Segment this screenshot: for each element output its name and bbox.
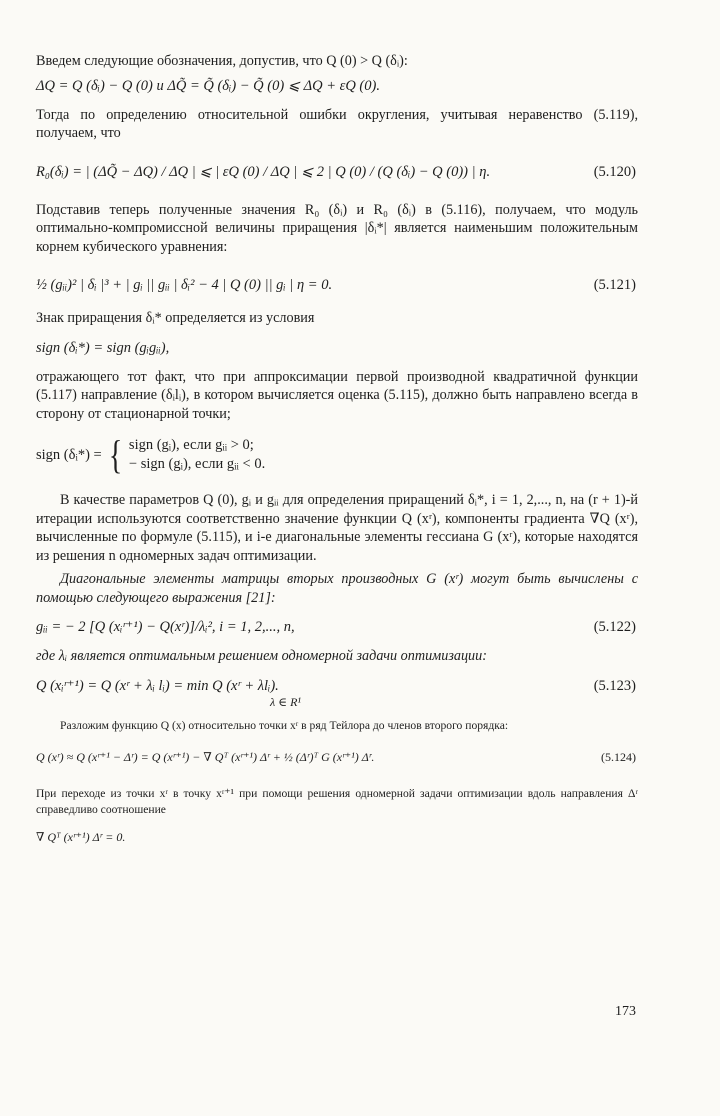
equation-5-124 [36,747,638,767]
brace-glyph: { [108,432,123,477]
equation-cases-lhs: sign (δᵢ*) = [36,447,102,463]
equation-5-123-subscript: λ ∈ R¹ [270,694,302,709]
equation-case-negative: − sign (gᵢ), если gᵢᵢ < 0. [128,456,266,472]
equation-number-5-124: (5.124) [601,750,636,764]
page-number: 173 [615,1004,636,1019]
equation-number-5-120: (5.120) [593,163,636,180]
equation-5-121-body: ½ (gᵢᵢ)² | δᵢ |³ + | gᵢ || gᵢᵢ | δᵢ² − 4 | Q (0) || gᵢ | η = 0. [36,277,333,293]
equation-5-120 [36,153,638,191]
equation-number-5-121: (5.121) [593,277,636,293]
equation-sign: sign (δᵢ*) = sign (gᵢgᵢᵢ), [36,339,170,356]
paragraph-lambda: где λᵢ является оптимальным решением одномерной задачи оптимизации: [36,648,487,664]
equation-case-positive: sign (gᵢ), если gᵢᵢ > 0; [128,437,254,453]
equation-5-124-body: Q (xʳ) ≈ Q (xʳ⁺¹ − Δʳ) = Q (xʳ⁺¹) − ∇ Qᵀ (xʳ⁺¹) Δʳ + ½ (Δʳ)ᵀ G (xʳ⁺¹) Δʳ. [36,750,375,764]
equation-5-120-body: R₀(δᵢ) = | (ΔQ̃ − ΔQ) / ΔQ | ⩽ | εQ (0) / ΔQ | ⩽ 2 | Q (0) / (Q (δᵢ) − Q (0)) | η. [36,163,491,180]
paragraph-transition: При переходе из точки xʳ в точку xʳ⁺¹ при помощи решения одномерной задачи оптимизации вдоль направления Δʳ справедливо соотношение [36,787,638,816]
paragraph-parameters: В качестве параметров Q (0), gᵢ и gᵢᵢ для определения приращений δᵢ*, i = 1, 2,..., n, на (r + 1)-й итерации используются соответственно значение функции Q (xʳ), компоненты градиента ∇Q (xʳ), вычисленные по формуле (5.115), и i-е диагональные элементы гессиана G (xʳ), которые находятся из решения n одномерных задач оптимизации. [36,492,638,564]
paragraph-diagonal-elements: Диагональные элементы матрицы вторых производных G (xʳ) могут быть вычислены с помощью следующего выражения [21]: [36,571,638,606]
equation-number-5-123: (5.123) [593,677,636,694]
paragraph-rounding-error: Тогда по определению относительной ошибки округления, учитывая неравенство (5.119), получаем, что [36,106,638,141]
equation-sign-cases [36,433,638,477]
equation-5-122-body: gᵢᵢ = − 2 [Q (xᵢʳ⁺¹) − Q(xʳ)]/λᵢ², i = 1, 2,..., n, [36,619,295,635]
equation-number-5-122: (5.122) [593,619,636,635]
equation-5-122 [36,617,638,637]
paragraph-cubic-equation: Подставив теперь полученные значения R₀ (δᵢ) и R₀ (δᵢ) в (5.116), получаем, что модуль оптимально-компромиссной величины приращения |δᵢ*| является наименьшим положительным корнем кубического уравнения: [36,201,638,255]
equation-5-123-body: Q (xᵢʳ⁺¹) = Q (xʳ + λᵢ lᵢ) = min Q (xʳ + λlᵢ). [36,677,279,694]
paragraph-intro: Введем следующие обозначения, допустив, что Q (0) > Q (δᵢ): [36,53,408,69]
paragraph-approximation: отражающего тот факт, что при аппроксимации первой производной квадратичной функции (5.117) направление (δᵢlᵢ), в котором вычисляется оценка (5.115), должно быть направлено всегда в сторону от стационарной точки; [36,368,638,422]
page-body [36,52,638,847]
equation-5-123 [36,676,638,708]
paragraph-taylor: Разложим функцию Q (x) относительно точки xʳ в ряд Тейлора до членов второго порядка: [60,718,509,732]
equation-cases-lines [129,436,265,474]
equation-5-121 [36,266,638,304]
equation-delta-q: ΔQ = Q (δᵢ) − Q (0) и ΔQ̃ = Q̃ (δᵢ) − Q̃ (0) ⩽ ΔQ + εQ (0). [36,77,380,94]
paragraph-sign-condition: Знак приращения δᵢ* определяется из условия [36,310,315,326]
equation-gradient-zero: ∇ Qᵀ (xʳ⁺¹) Δʳ = 0. [36,830,126,844]
